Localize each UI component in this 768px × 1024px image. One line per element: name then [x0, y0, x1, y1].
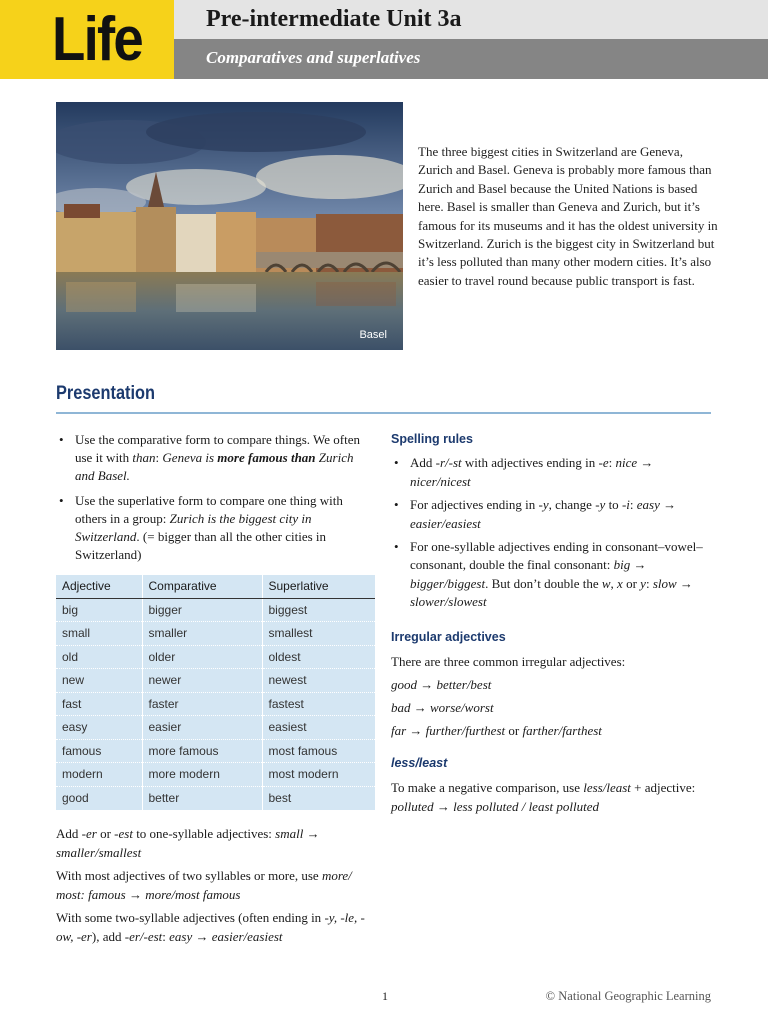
text: Use the comparative form to compare things. We often use it with	[75, 432, 360, 466]
table-row	[56, 669, 375, 693]
presentation-bullets	[56, 431, 376, 564]
text: To make a negative comparison, use	[391, 780, 584, 796]
table-cell: more famous	[142, 739, 262, 763]
text-italic: small → smaller/smallest	[56, 826, 320, 860]
text-italic: more/ most: famous → more/most famous	[56, 868, 352, 902]
spelling-rule	[391, 454, 711, 491]
table-cell: old	[56, 645, 142, 669]
irregular-heading: Irregular adjectives	[391, 629, 506, 644]
bullet-comparative	[56, 431, 376, 486]
column-header: Superlative	[262, 575, 375, 598]
table-cell: fastest	[262, 692, 375, 716]
page-subtitle: Comparatives and superlatives	[206, 48, 421, 67]
text: Add	[410, 455, 436, 471]
text: with adjectives ending in	[461, 455, 599, 471]
text-italic: Zurich is the biggest city in Switzerland	[75, 510, 312, 545]
irregular-line	[391, 675, 711, 694]
column-header: Adjective	[56, 575, 142, 598]
table-cell: easier	[142, 716, 262, 740]
text-bold-italic: more famous than	[217, 450, 316, 466]
text: ,	[610, 575, 618, 591]
header-title-bar	[174, 0, 768, 39]
basel-photo	[56, 102, 403, 350]
text: or	[622, 575, 641, 591]
table-cell: small	[56, 622, 142, 646]
table-cell: biggest	[262, 598, 375, 622]
text-italic: -r/-st	[435, 455, 462, 471]
text-italic: -i	[621, 497, 630, 513]
table-row	[56, 645, 375, 669]
text: For one-syllable adjectives ending in consonant–vowel–consonant, double the final consonant:	[410, 539, 703, 573]
text-italic: good → better/best	[391, 677, 492, 693]
table-cell: bigger	[142, 598, 262, 622]
text-italic: w	[601, 575, 611, 591]
spelling-rule	[391, 496, 711, 533]
text: to	[605, 497, 622, 513]
table-cell: modern	[56, 763, 142, 787]
text: to one-syllable adjectives:	[132, 826, 276, 841]
text-italic: x	[617, 575, 623, 591]
bullet-superlative	[56, 492, 376, 565]
text-italic: easy → easier/easiest	[169, 929, 283, 944]
text: With some two-syllable adjectives (often ending in	[56, 910, 325, 925]
presentation-heading: Presentation	[56, 383, 155, 404]
text: Add	[56, 826, 82, 841]
adjective-table	[56, 575, 375, 810]
text-italic: nice → nicer/nicest	[410, 455, 654, 489]
text-italic: -y	[538, 497, 549, 513]
text-italic: Zurich and Basel.	[75, 450, 354, 484]
text: or	[505, 723, 523, 739]
text: :	[155, 450, 163, 466]
text-italic: polluted → less polluted / least polluted	[391, 799, 599, 815]
table-cell: fast	[56, 692, 142, 716]
irregular-line	[391, 721, 711, 740]
table-row	[56, 763, 375, 787]
table-cell: smaller	[142, 622, 262, 646]
text-italic: y	[640, 575, 646, 591]
text-italic: -er/-est	[124, 929, 163, 944]
irregular-intro: There are three common irregular adjectives:	[391, 654, 626, 670]
text-italic: -er	[81, 826, 97, 841]
text: , change	[548, 497, 596, 513]
less-least-text	[391, 778, 711, 816]
text: :	[629, 497, 637, 513]
text-italic: easy → easier/easiest	[410, 497, 677, 531]
text: :	[645, 575, 653, 591]
copyright: © National Geographic Learning	[545, 989, 711, 1003]
text-italic: big → bigger/biggest	[410, 557, 647, 591]
note-one-syllable	[56, 824, 376, 862]
table-header-row	[56, 575, 375, 598]
text-italic: slow → slower/slowest	[410, 575, 693, 610]
page-number: 1	[382, 989, 388, 1003]
page-title: Pre-intermediate Unit 3a	[206, 6, 462, 32]
right-column	[391, 430, 711, 820]
table-row	[56, 692, 375, 716]
note-two-syllable-er	[56, 908, 376, 946]
left-column	[56, 431, 376, 570]
table-cell: faster	[142, 692, 262, 716]
table-cell: better	[142, 786, 262, 810]
text: Use the superlative form to compare one thing with others in a group:	[75, 492, 343, 526]
table-cell: newer	[142, 669, 262, 693]
table-cell: famous	[56, 739, 142, 763]
table-cell: new	[56, 669, 142, 693]
table-cell: big	[56, 598, 142, 622]
irregular-line	[391, 698, 711, 717]
logo-box	[0, 0, 174, 79]
text-italic: farther/farthest	[522, 723, 602, 739]
table-cell: oldest	[262, 645, 375, 669]
text-italic: far → further/furthest	[391, 723, 506, 739]
spelling-rule	[391, 538, 711, 612]
header-subtitle-bar	[174, 39, 768, 79]
table-cell: easiest	[262, 716, 375, 740]
table-cell: best	[262, 786, 375, 810]
text-italic: -y	[595, 497, 606, 513]
intro-paragraph: The three biggest cities in Switzerland are Geneva, Zurich and Basel. Geneva is probably more famous than Zurich and Basel because the United Nations is based here. Basel is smaller than Geneva and Zurich, but it’s famous for its museums and it has the oldest university in Switzerland. Zurich is the biggest city in Switzerland but it’s less polluted than many other modern cities. It’s also easier to travel round because public transport is fast.	[418, 144, 718, 288]
text: . But don’t double the	[485, 575, 602, 591]
table-row	[56, 598, 375, 622]
text-italic: bad → worse/worst	[391, 700, 494, 716]
note-two-syllable	[56, 866, 376, 904]
text: ), add	[91, 929, 125, 944]
table-cell: most modern	[262, 763, 375, 787]
heading-divider	[56, 412, 711, 414]
text-italic: -est	[114, 826, 133, 841]
table-cell: good	[62, 791, 89, 805]
text: . (= bigger than all the other cities in Switzerland)	[75, 529, 327, 563]
text-italic: -y, -le, -ow, -er	[56, 910, 365, 944]
table-cell: more modern	[142, 763, 262, 787]
table-row	[56, 786, 375, 810]
text: With most adjectives of two syllables or more, use	[56, 868, 322, 883]
text: or	[96, 826, 115, 841]
table-cell: older	[142, 645, 262, 669]
formation-notes	[56, 824, 376, 950]
spelling-rules-heading: Spelling rules	[391, 432, 473, 446]
table-row	[56, 716, 375, 740]
text: + adjective:	[630, 780, 696, 796]
table-cell: easy	[56, 716, 142, 740]
text-italic: -e	[598, 455, 609, 471]
logo: Life	[52, 5, 142, 74]
text: :	[608, 455, 616, 471]
less-least-heading: less/least	[391, 756, 448, 771]
text: For adjectives ending in	[410, 497, 539, 513]
text: :	[162, 929, 170, 944]
text-italic: than	[132, 450, 156, 466]
text-italic: less/least	[583, 780, 631, 796]
spelling-rules-list	[391, 454, 711, 611]
column-header: Comparative	[142, 575, 262, 598]
table-row	[56, 622, 375, 646]
table-row	[56, 739, 375, 763]
text-italic: Geneva is	[162, 450, 218, 466]
table-cell: newest	[262, 669, 375, 693]
photo-caption: Basel	[359, 329, 387, 341]
table-cell: smallest	[262, 622, 375, 646]
table-cell: most famous	[262, 739, 375, 763]
